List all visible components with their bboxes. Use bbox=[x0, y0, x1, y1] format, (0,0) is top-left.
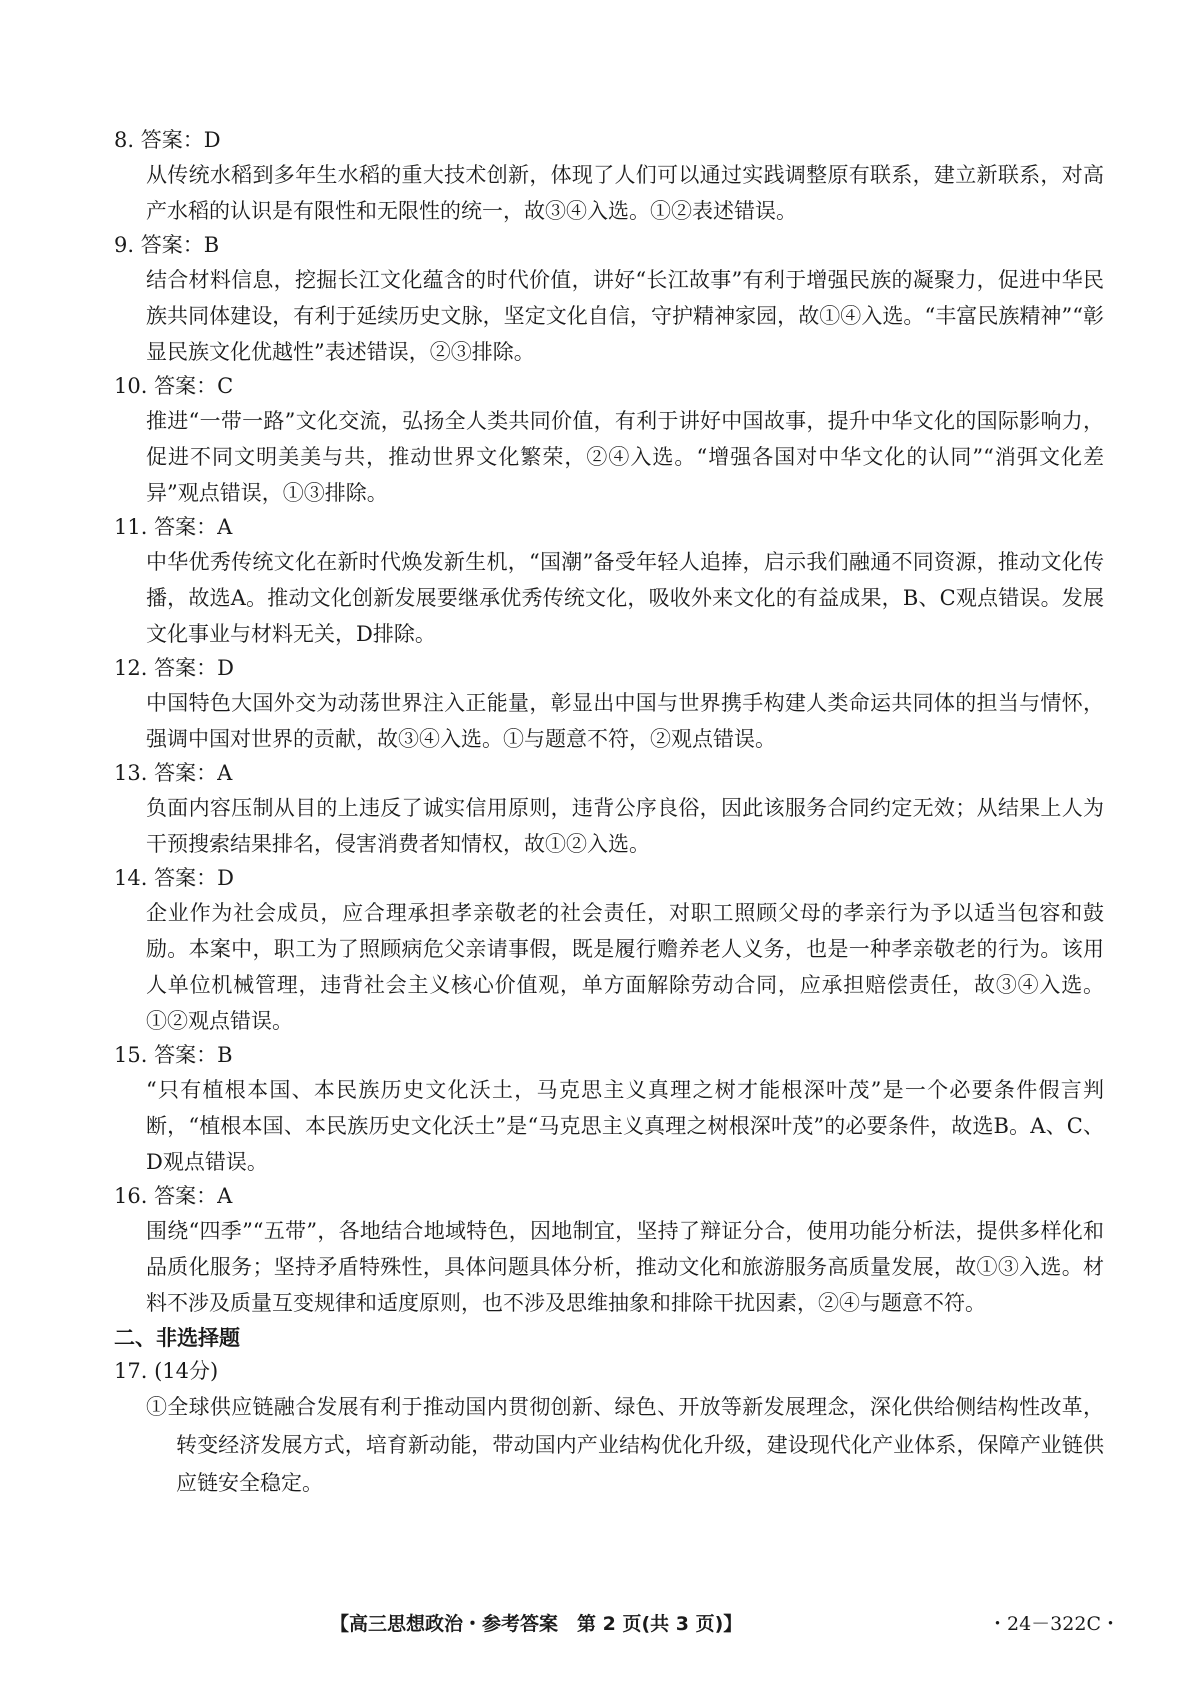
question-16-explanation: 围绕“四季”“五带”，各地结合地域特色，因地制宜，坚持了辩证分合，使用功能分析法，提供多样化和品质化服务；坚持矛盾特殊性，具体问题具体分析，推动文化和旅游服务高质量发展，故①③入选。材料不涉及质量互变规律和适度原则，也不涉及思维抽象和排除干扰因素，②④与题意不符。 bbox=[146, 1219, 1104, 1315]
footer-exam-code: ・24－322C・ bbox=[988, 1613, 1120, 1635]
question-14-answer: 14. 答案：D bbox=[114, 866, 234, 890]
question-15-explanation: “只有植根本国、本民族历史文化沃土，马克思主义真理之树才能根深叶茂”是一个必要条件假言判断，“植根本国、本民族历史文化沃土”是“马克思主义真理之树根深叶茂”的必要条件，故选B。A、C、D观点错误。 bbox=[146, 1078, 1104, 1174]
question-9-explanation: 结合材料信息，挖掘长江文化蕴含的时代价值，讲好“长江故事”有利于增强民族的凝聚力，促进中华民族共同体建设，有利于延续历史文脉，坚定文化自信，守护精神家园，故①④入选。“丰富民族精神”“彰显民族文化优越性”表述错误，②③排除。 bbox=[146, 268, 1104, 364]
question-9 bbox=[114, 229, 1104, 370]
question-14-explanation: 企业作为社会成员，应合理承担孝亲敬老的社会责任，对职工照顾父母的孝亲行为予以适当包容和鼓励。本案中，职工为了照顾病危父亲请事假，既是履行赡养老人义务，也是一种孝亲敬老的行为。该用人单位机械管理，违背社会主义核心价值观，单方面解除劳动合同，应承担赔偿责任，故③④入选。①②观点错误。 bbox=[146, 901, 1104, 1033]
question-16 bbox=[114, 1180, 1104, 1321]
question-14 bbox=[114, 862, 1104, 1039]
question-8-explanation: 从传统水稻到多年生水稻的重大技术创新，体现了人们可以通过实践调整原有联系，建立新联系，对高产水稻的认识是有限性和无限性的统一，故③④入选。①②表述错误。 bbox=[146, 163, 1104, 223]
question-17-head: 17. (14分) bbox=[114, 1359, 219, 1383]
question-13-explanation: 负面内容压制从目的上违反了诚实信用原则，违背公序良俗，因此该服务合同约定无效；从结果上人为干预搜索结果排名，侵害消费者知情权，故①②入选。 bbox=[146, 796, 1104, 856]
footer-page-info: 【高三思想政治・参考答案 第 2 页(共 3 页)】 bbox=[330, 1613, 743, 1635]
question-12-explanation: 中国特色大国外交为动荡世界注入正能量，彰显出中国与世界携手构建人类命运共同体的担当与情怀，强调中国对世界的贡献，故③④入选。①与题意不符，②观点错误。 bbox=[146, 691, 1104, 751]
question-10-answer: 10. 答案：C bbox=[114, 374, 234, 398]
question-11-explanation: 中华优秀传统文化在新时代焕发新生机，“国潮”备受年轻人追捧，启示我们融通不同资源，推动文化传播，故选A。推动文化创新发展要继承优秀传统文化，吸收外来文化的有益成果，B、C观点错误。发展文化事业与材料无关，D排除。 bbox=[146, 550, 1104, 646]
question-13-answer: 13. 答案：A bbox=[114, 761, 233, 785]
question-12-answer: 12. 答案：D bbox=[114, 656, 234, 680]
question-10 bbox=[114, 370, 1104, 511]
question-11 bbox=[114, 511, 1104, 652]
question-15 bbox=[114, 1039, 1104, 1180]
question-17 bbox=[114, 1355, 1104, 1502]
question-10-explanation: 推进“一带一路”文化交流，弘扬全人类共同价值，有利于讲好中国故事，提升中华文化的国际影响力，促进不同文明美美与共，推动世界文化繁荣，②④入选。“增强各国对中华文化的认同”“消弭文化差异”观点错误，①③排除。 bbox=[146, 409, 1104, 505]
question-11-answer: 11. 答案：A bbox=[114, 515, 233, 539]
question-8 bbox=[114, 124, 1104, 229]
question-16-answer: 16. 答案：A bbox=[114, 1184, 233, 1208]
question-9-answer: 9. 答案：B bbox=[114, 233, 220, 257]
question-13 bbox=[114, 757, 1104, 862]
question-8-answer: 8. 答案：D bbox=[114, 128, 221, 152]
section-title: 二、非选择题 bbox=[114, 1326, 240, 1350]
question-17-point-1: ①全球供应链融合发展有利于推动国内贯彻创新、绿色、开放等新发展理念，深化供给侧结构性改革，转变经济发展方式，培育新动能，带动国内产业结构优化升级，建设现代化产业体系，保障产业链供应链安全稳定。 bbox=[146, 1395, 1104, 1495]
question-15-answer: 15. 答案：B bbox=[114, 1043, 233, 1067]
answer-page bbox=[114, 124, 1104, 1502]
question-12 bbox=[114, 652, 1104, 757]
